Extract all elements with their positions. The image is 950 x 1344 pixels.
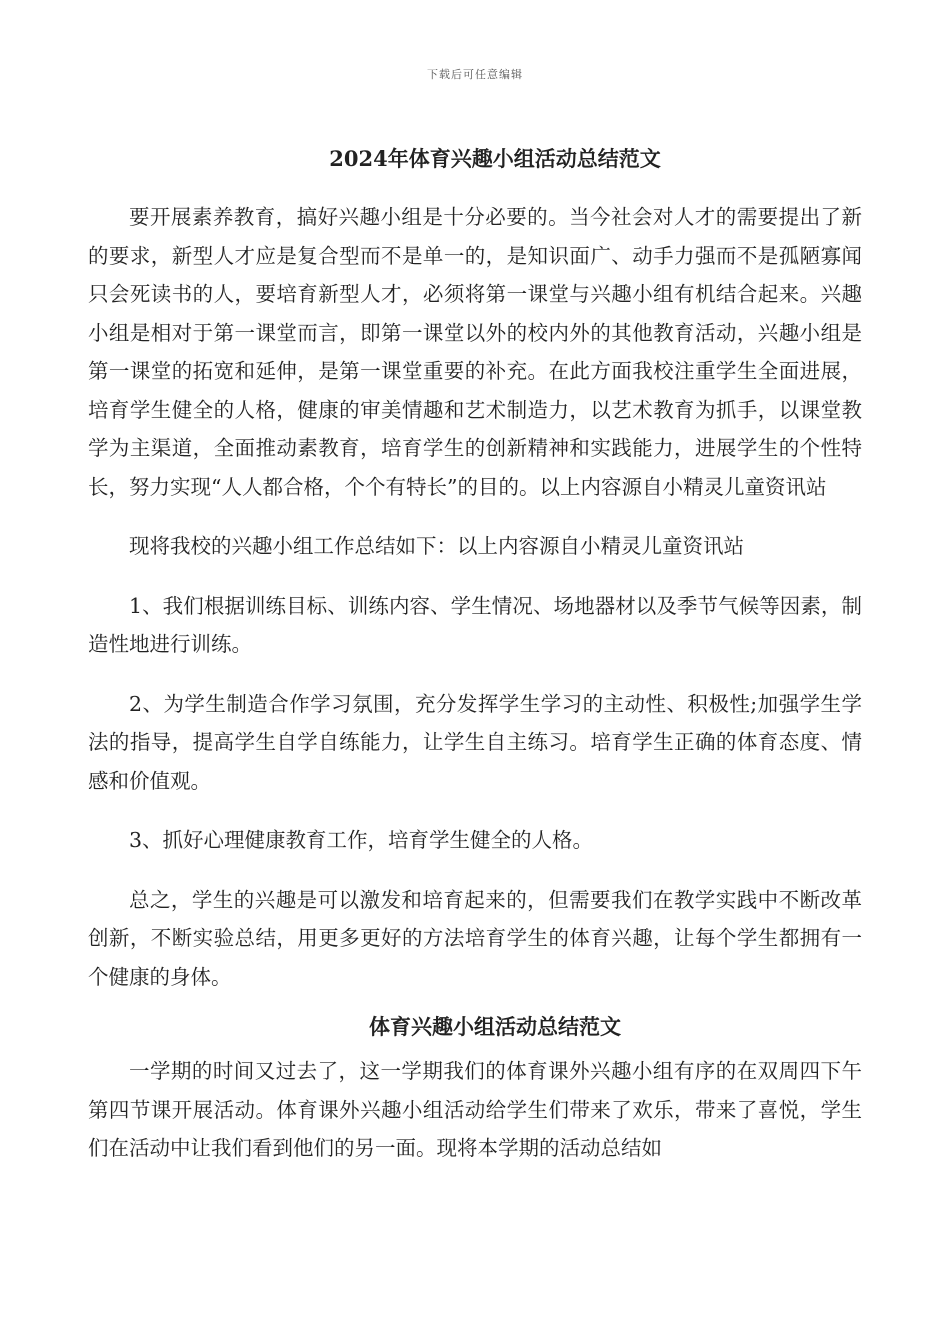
section-1-paragraph-6: 总之，学生的兴趣是可以激发和培育起来的，但需要我们在教学实践中不断改革创新，不断实验总结，用更多更好的方法培育学生的体育兴趣，让每个学生都拥有一个健康的身体。 <box>88 887 862 989</box>
section-2-title: 体育兴趣小组活动总结范文 <box>369 1014 621 1039</box>
section-1-paragraph-2: 现将我校的兴趣小组工作总结如下：以上内容源自小精灵儿童资讯站 <box>129 534 744 558</box>
document-body <box>88 140 862 1189</box>
section-1-title: 2024年体育兴趣小组活动总结范文 <box>329 146 661 171</box>
section-1-paragraph-1: 要开展素养教育，搞好兴趣小组是十分必要的。当今社会对人才的需要提出了新的要求，新型人才应是复合型而不是单一的，是知识面广、动手力强而不是孤陋寡闻只会死读书的人，要培育新型人才，必须将第一课堂与兴趣小组有机结合起来。兴趣小组是相对于第一课堂而言，即第一课堂以外的校内外的其他教育活动，兴趣小组是第一课堂的拓宽和延伸，是第一课堂重要的补充。在此方面我校注重学生全面进展，培育学生健全的人格，健康的审美情趣和艺术制造力，以艺术教育为抓手，以课堂教学为主渠道，全面推动素教育，培育学生的创新精神和实践能力，进展学生的个性特长，努力实现“人人都合格，个个有特长”的目的。以上内容源自小精灵儿童资讯站 <box>88 205 862 499</box>
section-1-paragraph-5: 3、抓好心理健康教育工作，培育学生健全的人格。 <box>129 828 594 852</box>
header-note: 下载后可任意编辑 <box>427 68 523 81</box>
section-2-paragraph-1: 一学期的时间又过去了，这一学期我们的体育课外兴趣小组有序的在双周四下午第四节课开展活动。体育课外兴趣小组活动给学生们带来了欢乐，带来了喜悦，学生们在活动中让我们看到他们的另一面。现将本学期的活动总结如 <box>88 1059 862 1160</box>
section-1-paragraph-4: 2、为学生制造合作学习氛围，充分发挥学生学习的主动性、积极性;加强学生学法的指导，提高学生自学自练能力，让学生自主练习。培育学生正确的体育态度、情感和价值观。 <box>88 691 862 793</box>
section-1-paragraph-3: 1、我们根据训练目标、训练内容、学生情况、场地器材以及季节气候等因素，制造性地进行训练。 <box>88 593 862 656</box>
